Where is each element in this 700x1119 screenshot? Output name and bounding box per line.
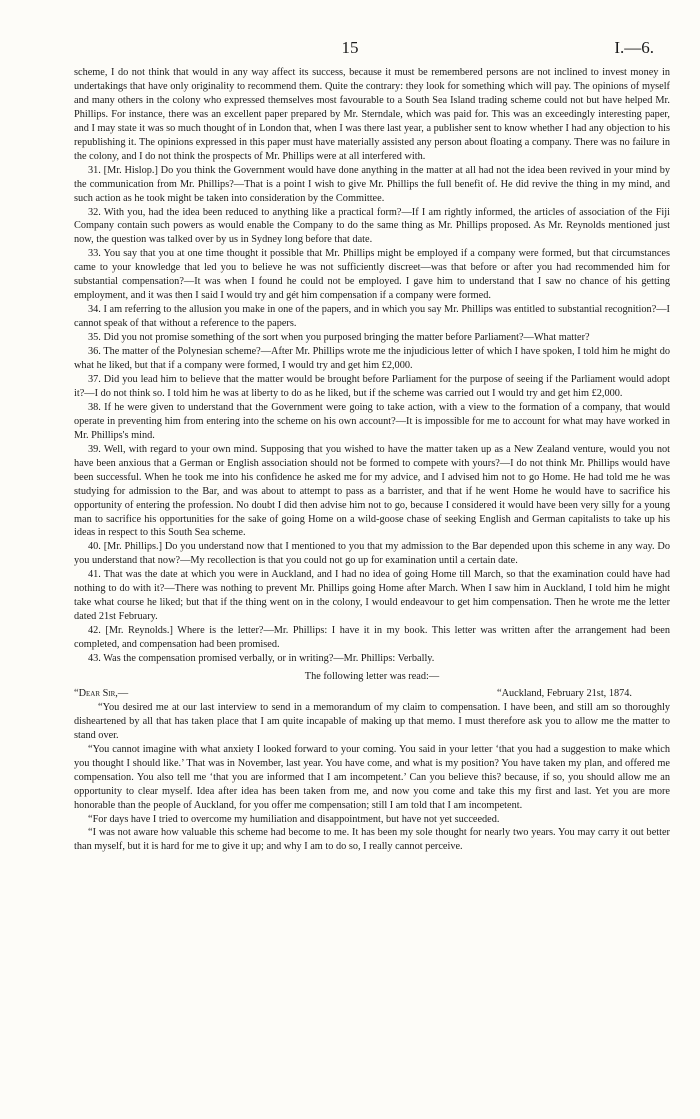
letter-dateline: “Auckland, February 21st, 1874. <box>497 687 632 699</box>
paragraph: 38. If he were given to understand that the Government were going to take action, with a view to the formation of a company, that would operate in preventing him from entering into the scheme on his own account?—It is impossible for me to account for what may have worked in Mr. Phillips's mind. <box>74 401 670 441</box>
paragraph: 37. Did you lead him to believe that the matter would be brought before Parliament for the purpose of seeing if the Parliament would adopt it?—I do not think so. I told him he was at liberty to do as he liked, but if the scheme was carried out I would try and get him £2,000. <box>74 373 670 399</box>
paragraph: 34. I am referring to the allusion you make in one of the papers, and in which you say Mr. Phillips was entitled to substantial recognition?—I cannot speak of that without a reference to the papers. <box>74 304 670 330</box>
paragraph: 40. [Mr. Phillips.] Do you understand now that I mentioned to you that my admission to the Bar depended upon this scheme in any way. Do you understand that now?—My recollection is that you could not go up for examination until a certain date. <box>74 541 670 567</box>
paragraph: scheme, I do not think that would in any way affect its success, because it must be remembered persons are not inclined to invest money in undertakings that have only originality to recommend them. Quite the contrary: they look for something which will pay. The opinions of myself and many others in the colony who expressed themselves most favourable to a South Sea Island trading scheme could not but have helped Mr. Phillips. For instance, there was an excellent paper prepared by Mr. Sterndale, which was paid for. This was an exceedingly interesting paper, and I may state it was so much thought of in London that, when I was there last year, a publisher sent to know whether I had any objection to his republishing it. The opinions expressed in this paper must have materially assisted any person about floating a company. There was no failure in the colony, and I do not think the prospects of Mr. Phillips were at all interfered with. <box>74 67 670 162</box>
paragraph: 42. [Mr. Reynolds.] Where is the letter?—Mr. Phillips: I have it in my book. This letter was written after the arrangement had been completed, and compensation had been promised. <box>74 625 670 651</box>
page-number: 15 <box>341 38 359 57</box>
paragraph: 32. With you, had the idea been reduced to anything like a practical form?—If I am rightly informed, the articles of association of the Fiji Company contain such powers as would enable the Company to do the same thing as Mr. Phillips proposed. As Mr. Reynolds mentioned just now, the question was talked over by us in Sydney long before that date. <box>74 206 670 246</box>
paragraph: 43. Was the compensation promised verbally, or in writing?—Mr. Phillips: Verbally. <box>88 653 435 665</box>
page-header <box>0 38 700 60</box>
letter-heading <box>74 687 670 701</box>
letter-salutation: “Dear Sir,— <box>74 687 129 699</box>
letter-intro: The following letter was read:— <box>304 670 440 682</box>
letter-paragraph: “I was not aware how valuable this scheme had become to me. It has been my sole thought for nearly two years. You may carry it out better than myself, but it is hard for me to give it up; and why I am to do so, I really cannot perceive. <box>74 827 670 853</box>
document-body <box>74 66 670 854</box>
paragraph: 35. Did you not promise something of the sort when you purposed bringing the matter before Parliament?—What matter? <box>88 332 590 344</box>
paragraph: 36. The matter of the Polynesian scheme?—After Mr. Phillips wrote me the injudicious letter of which I have spoken, I told him he might do what he liked, but that if a company were formed, I would try and get him £2,000. <box>74 346 670 372</box>
letter-paragraph: “You desired me at our last interview to send in a memorandum of my claim to compensation. I have been, and still am so thoroughly disheartened by all that has taken place that I am quite incapable of making up that memo. I must therefore ask you to allow me the matter to stand over. <box>74 701 670 741</box>
letter-paragraph: “You cannot imagine with what anxiety I looked forward to your coming. You said in your letter ‘that you had a suggestion to make which you thought I should like.’ That was in November, last year. You have come, and what is my position? You have taken my plan, and offered me compensation. You also tell me ‘that you are informed that I am incompetent.’ Can you believe this? because, if so, you should allow me an opportunity to clear myself. Idea after idea has been taken from me, and now you come and take this my first and last. Yet you are more honorable than the people of Auckland, for you offer me compensation; still I am told that I am incompetent. <box>74 743 670 811</box>
paragraph: 31. [Mr. Hislop.] Do you think the Government would have done anything in the matter at all had not the idea been revived in your mind by the communication from Mr. Phillips?—That is a point I wish to give Mr. Phillips the full benefit of. He did revive the thing in my mind, and such action as he took might be taken into consideration by the Committee. <box>74 164 670 204</box>
paragraph: 33. You say that you at one time thought it possible that Mr. Phillips might be employed if a company were formed, but that circumstances came to your knowledge that led you to believe he was not sufficiently discreet—was that before or after you had recommended him for substantial compensation?—It was when I found he could not be employed. I gave him to understand that I saw no chance of his getting employment, and it was then I said I would try and gét him compensation if a company were formed. <box>74 248 670 302</box>
paragraph: 39. Well, with regard to your own mind. Supposing that you wished to have the matter taken up as a New Zealand venture, would you not have been anxious that a German or English association should not be formed to compete with yours?—I do not think Mr. Phillips would have been successful. When he took me into his confidence he asked me for my advice, and I advised him not to go Home. He had told me he was studying for admission to the Bar, and was about to attempt to pass as a barrister, and that if he went Home he would have to sacrifice his opportunity of entering the profession. No doubt I did then advise him not to go, because I considered it would have been very silly for a young man to sacrifice his opportunities for the sake of going Home on a wild-goose chase of seeking English and German capitalists to take up his ideas in respect to this South Sea scheme. <box>74 443 670 539</box>
letter-paragraph: “For days have I tried to overcome my humiliation and disappointment, but have not yet succeeded. <box>88 813 500 825</box>
paragraph: 41. That was the date at which you were in Auckland, and I had no idea of going Home till March, so that the examination could have had nothing to do with it?—There was nothing to prevent Mr. Phillips going Home after March. When I saw him in Auckland, I told him he might take what course he liked; but that if the thing went on in the colony, I would endeavour to get him compensation. Then he wrote me the letter dated 21st February. <box>74 569 670 623</box>
document-reference: I.—6. <box>614 38 654 57</box>
